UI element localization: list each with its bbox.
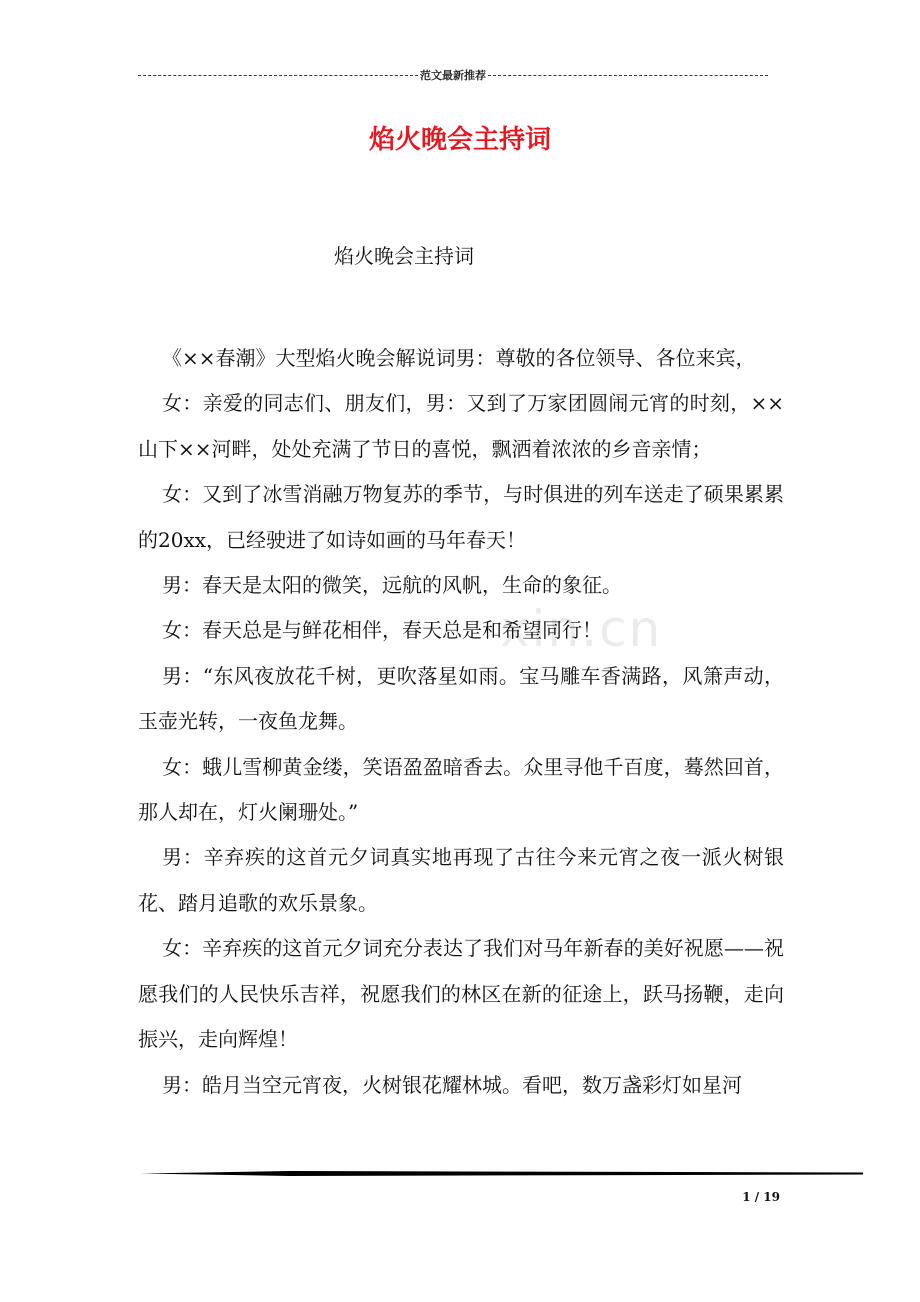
document-title: 焰火晚会主持词 [368,125,551,155]
paragraph: 女：又到了冰雪消融万物复苏的季节，与时俱进的列车送走了硕果累累的20xx，已经驶进了如诗如画的马年春天！ [138,482,784,552]
header-dash-right [488,75,768,76]
paragraph: 男：辛弃疾的这首元夕词真实地再现了古往今来元宵之夜一派火树银花、踏月追歌的欢乐景象。 [138,845,784,915]
paragraph: 女：亲爱的同志们、朋友们，男：又到了万家团圆闹元宵的时刻，××山下××河畔，处处充满了节日的喜悦，飘洒着浓浓的乡音亲情； [138,391,784,461]
header-dash-left [138,75,418,76]
paragraph: 女：辛弃疾的这首元夕词充分表达了我们对马年新春的美好祝愿——祝愿我们的人民快乐吉祥，祝愿我们的林区在新的征途上，跃马扬鞭，走向振兴，走向辉煌！ [138,936,784,1052]
paragraph: 男：“东风夜放花千树，更吹落星如雨。宝马雕车香满路，风箫声动，玉壶光转，一夜鱼龙舞。 [138,663,784,734]
paragraph: 女：春天总是与鲜花相伴，春天总是和希望同行！ [162,618,602,643]
document-body [138,336,784,1108]
page-header [138,66,768,84]
paragraph: 男：皓月当空元宵夜，火树银花耀林城。看吧，数万盏彩灯如星河 [162,1072,742,1097]
paragraph: 《××春潮》大型焰火晚会解说词男：尊敬的各位领导、各位来宾， [162,346,756,370]
footer-rule [140,1170,863,1177]
paragraph: 女：蛾儿雪柳黄金缕，笑语盈盈暗香去。众里寻他千百度，蓦然回首，那人却在，灯火阑珊处。” [138,754,784,825]
header-label: 范文最新推荐 [420,69,486,82]
watermark: xin.cn [500,600,663,658]
paragraph: 男：春天是太阳的微笑，远航的风帆，生命的象征。 [162,573,622,598]
page-number: 1 / 19 [742,1190,780,1204]
document-subtitle: 焰火晚会主持词 [334,244,474,268]
